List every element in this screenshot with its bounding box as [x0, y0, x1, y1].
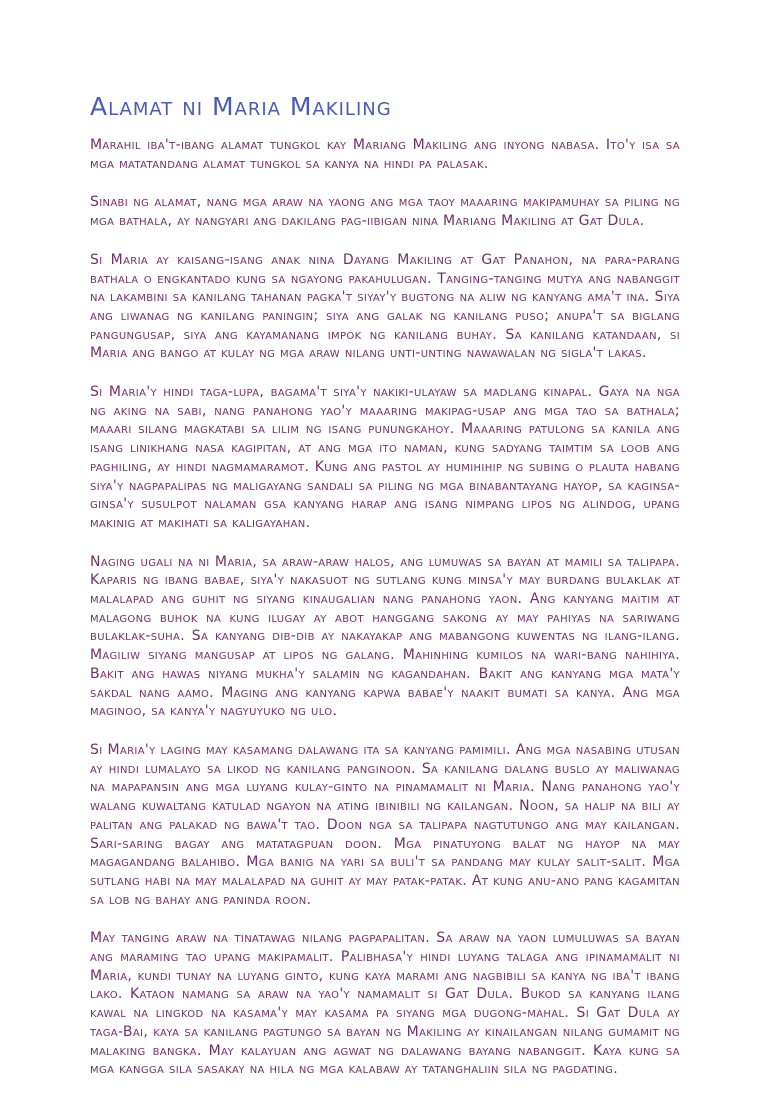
- paragraph-3: Si Maria ay kaisang-isang anak nina Dayang Makiling at Gat Panahon, na para-parang bathala o engkantado kung sa ngayong pakahulugan. Tanging-tanging mutya ang nabanggit na lakambini sa kanilang tahanan pagka't siyay'y bugtong na aliw ng kanyang ama't ina. Siya ang liwanag ng kanilang paningin; siya ang galak ng kanilang puso; anupa't sa biglang pangungusap, siya ang kayamanang impok ng kanilang buhay. Sa kanilang katandaan, si Maria ang bango at kulay ng mga araw nilang unti-unting nawawalan ng sigla't lakas.: [90, 251, 680, 362]
- document-title: Alamat ni Maria Makiling: [90, 92, 392, 121]
- document-page: [90, 90, 680, 1099]
- paragraph-1: Marahil iba't-ibang alamat tungkol kay Mariang Makiling ang inyong nabasa. Ito'y isa sa mga matatandang alamat tungkol sa kanya na hindi pa palasak.: [90, 137, 680, 172]
- paragraph-5: Naging ugali na ni Maria, sa araw-araw halos, ang lumuwas sa bayan at mamili sa talipapa. Kaparis ng ibang babae, siya'y nakasuot ng sutlang kung minsa'y may burdang bulaklak at malalapad ang guhit ng siyang kinaugalian nang panahong yaon. Ang kanyang maitim at malagong buhok na kung ilugay ay abot hanggang sakong ay may pahiyas na sariwang bulaklak-suha. Sa kanyang dib-dib ay nakayakap ang mabangong kuwentas ng ilang-ilang. Magiliw siyang mangusap at lipos ng galang. Mahinhing kumilos na wari-bang nahihiya. Bakit ang hawas niyang mukha'y salamin ng kagandahan. Bakit ang kanyang mga mata'y sakdal nang aamo. Maging ang kanyang kapwa babae'y naakit bumati sa kanya. Ang mga maginoo, sa kanya'y nagyuyuko ng ulo.: [90, 553, 680, 720]
- paragraph-2: Sinabi ng alamat, nang mga araw na yaong ang mga taoy maaaring makipamuhay sa piling ng mga bathala, ay nangyari ang dakilang pag-iibigan nina Mariang Makiling at Gat Dula.: [90, 194, 680, 230]
- paragraph-4: Si Maria'y hindi taga-lupa, bagama't siya'y nakiki-ulayaw sa madlang kinapal. Gaya na nga ng aking na sabi, nang panahong yao'y maaaring makipag-usap ang mga tao sa bathala; maaari silang magkatabi sa lilim ng isang punungkahoy. Maaaring patulong sa kanila ang isang linikhang nasa kagipitan, at ang mga ito naman, kung sadyang taimtim sa loob ang paghiling, ay hindi nagmamaramot. Kung ang pastol ay humihihip ng subing o plauta habang siya'y nagpapalipas ng maligayang sandali sa piling ng mga binabantayang hayop, sa kaginsa-ginsa'y susulpot nalaman gsa kanyang harap ang isang nimpang lipos ng alindog, upang makinig at makihati sa kaligayahan.: [90, 384, 680, 531]
- paragraph-6: Si Maria'y laging may kasamang dalawang ita sa kanyang pamimili. Ang mga nasabing utusan ay hindi lumalayo sa likod ng kanilang panginoon. Sa kanilang dalang buslo ay maliwanag na mapapansin ang mga luyang kulay-ginto na pinamamalit ni Maria. Nang panahong yao'y walang kuwaltang katulad ngayon na ating ibinibili ng kailangan. Noon, sa halip na bili ay palitan ang palakad ng bawa't tao. Doon nga sa talipapa nagtutungo ang may kailangan. Sari-saring bagay ang matatagpuan doon. Mga pinatuyong balat ng hayop na may magagandang balahibo. Mga banig na yari sa buli't sa pandang may kulay salit-salit. Mga sutlang habi na may malalapad na guhit ay may patak-patak. At kung anu-ano pang kagamitan sa lob ng bahay ang paninda roon.: [90, 741, 680, 908]
- paragraph-7: May tanging araw na tinatawag nilang pagpapalitan. Sa araw na yaon lumuluwas sa bayan ang maraming tao upang makipamalit. Palibhasa'y hindi luyang talaga ang ipinamamalit ni Maria, kundi tunay na luyang ginto, kung kaya marami ang nagbibili sa kanya ng iba't ibang lako. Kataon namang sa araw na yao'y namamalit si Gat Dula. Bukod sa kanyang ilang kawal na lingkod na kasama'y may kasama pa siyang mga dugong-mahal. Si Gat Dula ay taga-Bai, kaya sa kanilang pagtungo sa bayan ng Makiling ay kinailangan nilang gumamit ng malaking bangka. May kalayuan ang agwat ng dalawang bayang nabanggit. Kaya kung sa mga kangga sila sasakay na hila ng mga kalabaw ay tatanghaliin sila ng pagdating.: [90, 930, 680, 1078]
